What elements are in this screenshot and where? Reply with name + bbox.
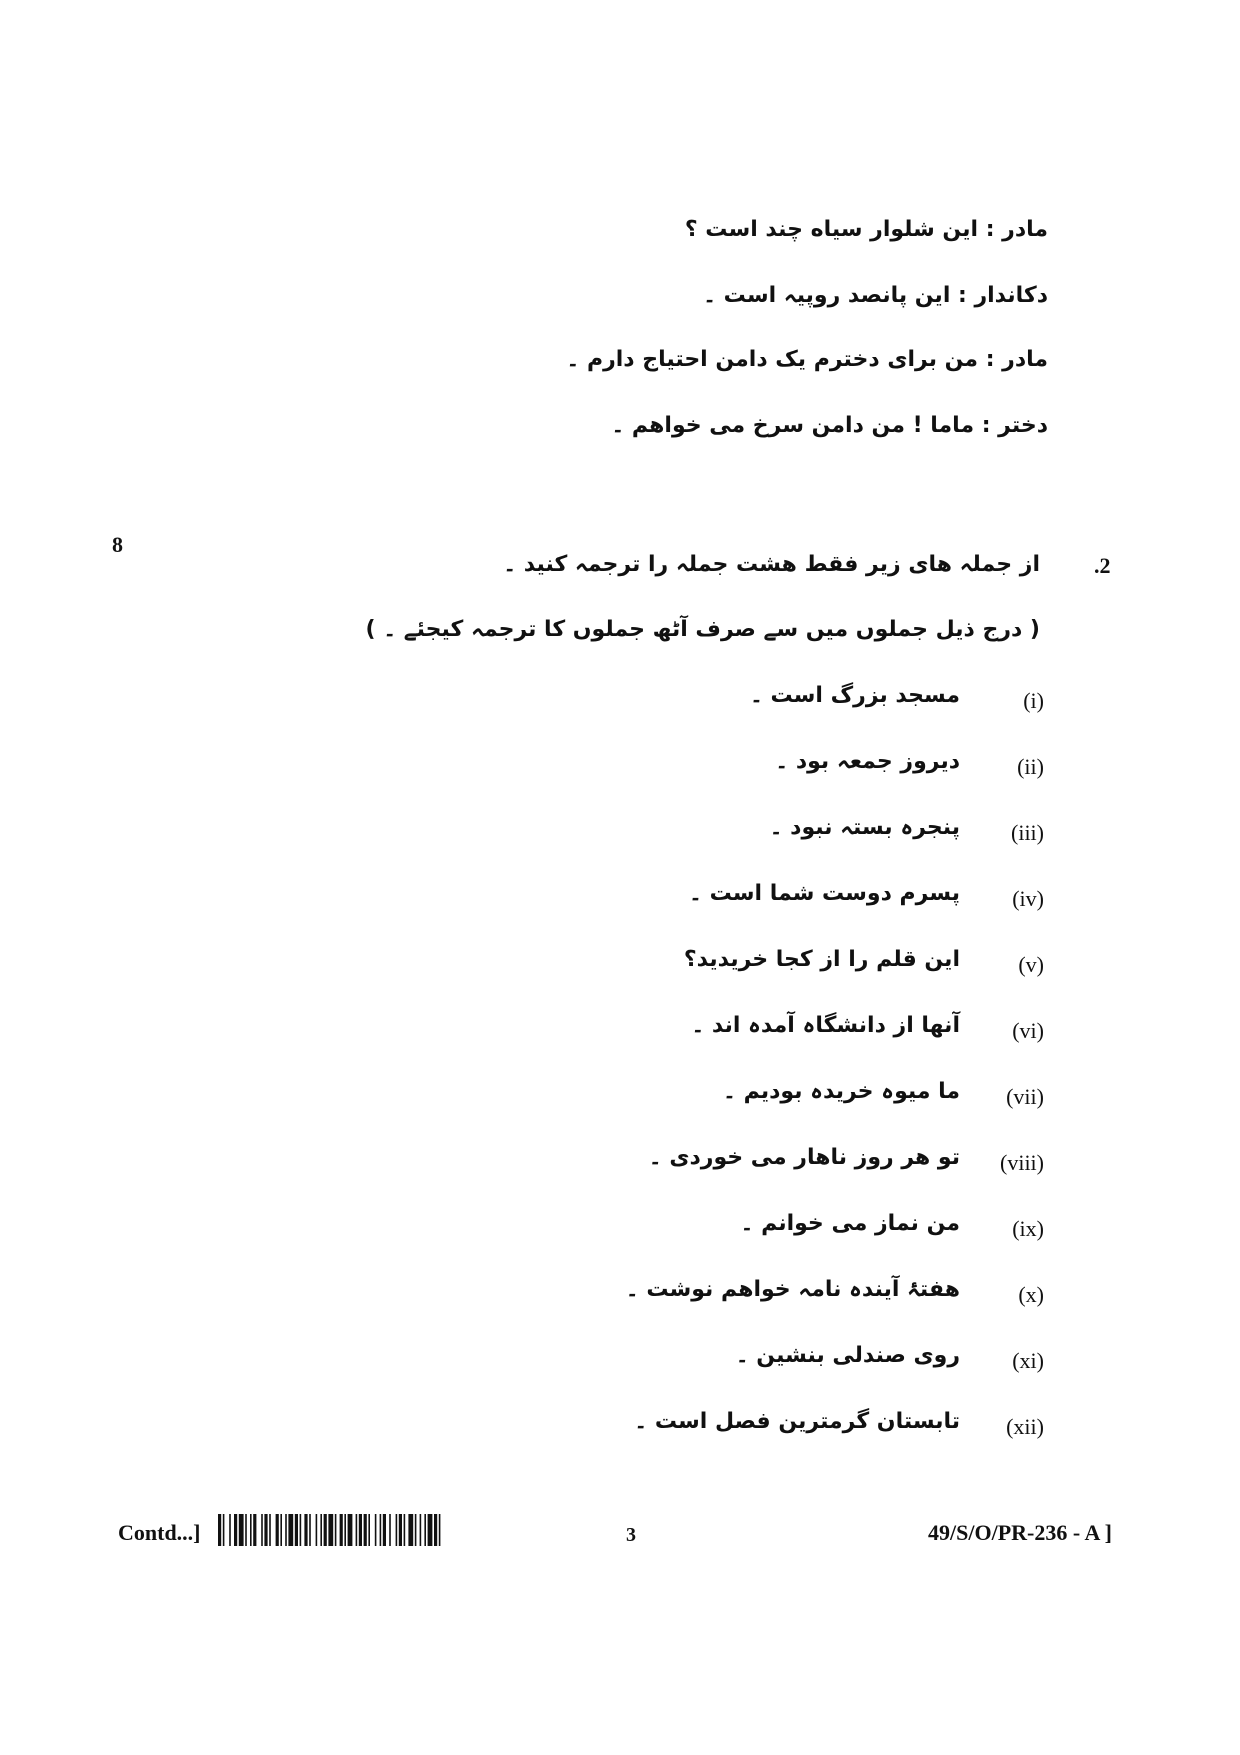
dialogue-line: مادر : من برای دخترم یک دامن احتیاج دارم ۔: [566, 347, 1048, 372]
question-number: .2: [1094, 553, 1111, 578]
dialogue-line: مادر : این شلوار سیاه چند است ؟: [684, 217, 1048, 242]
item-sentence: آنھا از دانشگاہ آمدہ اند ۔: [691, 1013, 960, 1038]
dialogue-line: دختر : ماما ! من دامن سرخ می خواهم ۔: [611, 413, 1048, 438]
item-sentence: من نماز می خوانم ۔: [740, 1211, 960, 1236]
item-number: (iv): [1012, 886, 1044, 911]
question-instruction-persian: از جملہ ھای زیر فقط ھشت جملہ را ترجمہ کنید ۔: [503, 552, 1040, 577]
item-number: (ix): [1012, 1216, 1044, 1241]
item-sentence: تابستان گرمترین فصل است ۔: [634, 1409, 960, 1434]
question-marks: 8: [112, 532, 123, 557]
paper-code: 49/S/O/PR-236 - A ]: [928, 1520, 1112, 1545]
item-sentence: ما میوہ خریدہ بودیم ۔: [723, 1079, 960, 1104]
item-sentence: دیروز جمعہ بود ۔: [775, 749, 960, 774]
item-sentence: پنجرہ بستہ نبود ۔: [769, 815, 960, 840]
item-number: (vii): [1006, 1084, 1044, 1109]
page-number: 3: [626, 1524, 636, 1546]
item-sentence: این قلم را از کجا خریدید؟: [683, 947, 960, 972]
item-number: (ii): [1017, 754, 1044, 779]
item-number: (x): [1018, 1282, 1044, 1307]
item-sentence: پسرم دوست شما است ۔: [689, 881, 960, 906]
item-number: (xi): [1012, 1348, 1044, 1373]
item-number: (viii): [1000, 1150, 1044, 1175]
item-number: (iii): [1011, 820, 1044, 845]
barcode-icon: [218, 1514, 558, 1546]
item-sentence: مسجد بزرگ است ۔: [749, 683, 960, 708]
question-instruction-urdu: ( درج ذیل جملوں میں سے صرف آٹھ جملوں کا ترجمہ کیجئے ۔ ): [365, 617, 1040, 642]
footer-contd: Contd...]: [118, 1520, 201, 1545]
item-number: (v): [1018, 952, 1044, 977]
item-number: (vi): [1012, 1018, 1044, 1043]
item-sentence: روی صندلی بنشین ۔: [735, 1343, 960, 1368]
dialogue-line: دکاندار : این پانصد روپیہ است ۔: [703, 283, 1048, 308]
item-number: (i): [1023, 688, 1044, 713]
item-sentence: تو ھر روز ناھار می خوردی ۔: [648, 1145, 960, 1170]
item-number: (xii): [1006, 1414, 1044, 1439]
item-sentence: ھفتۂ آیندہ نامہ خواھم نوشت ۔: [625, 1277, 960, 1302]
